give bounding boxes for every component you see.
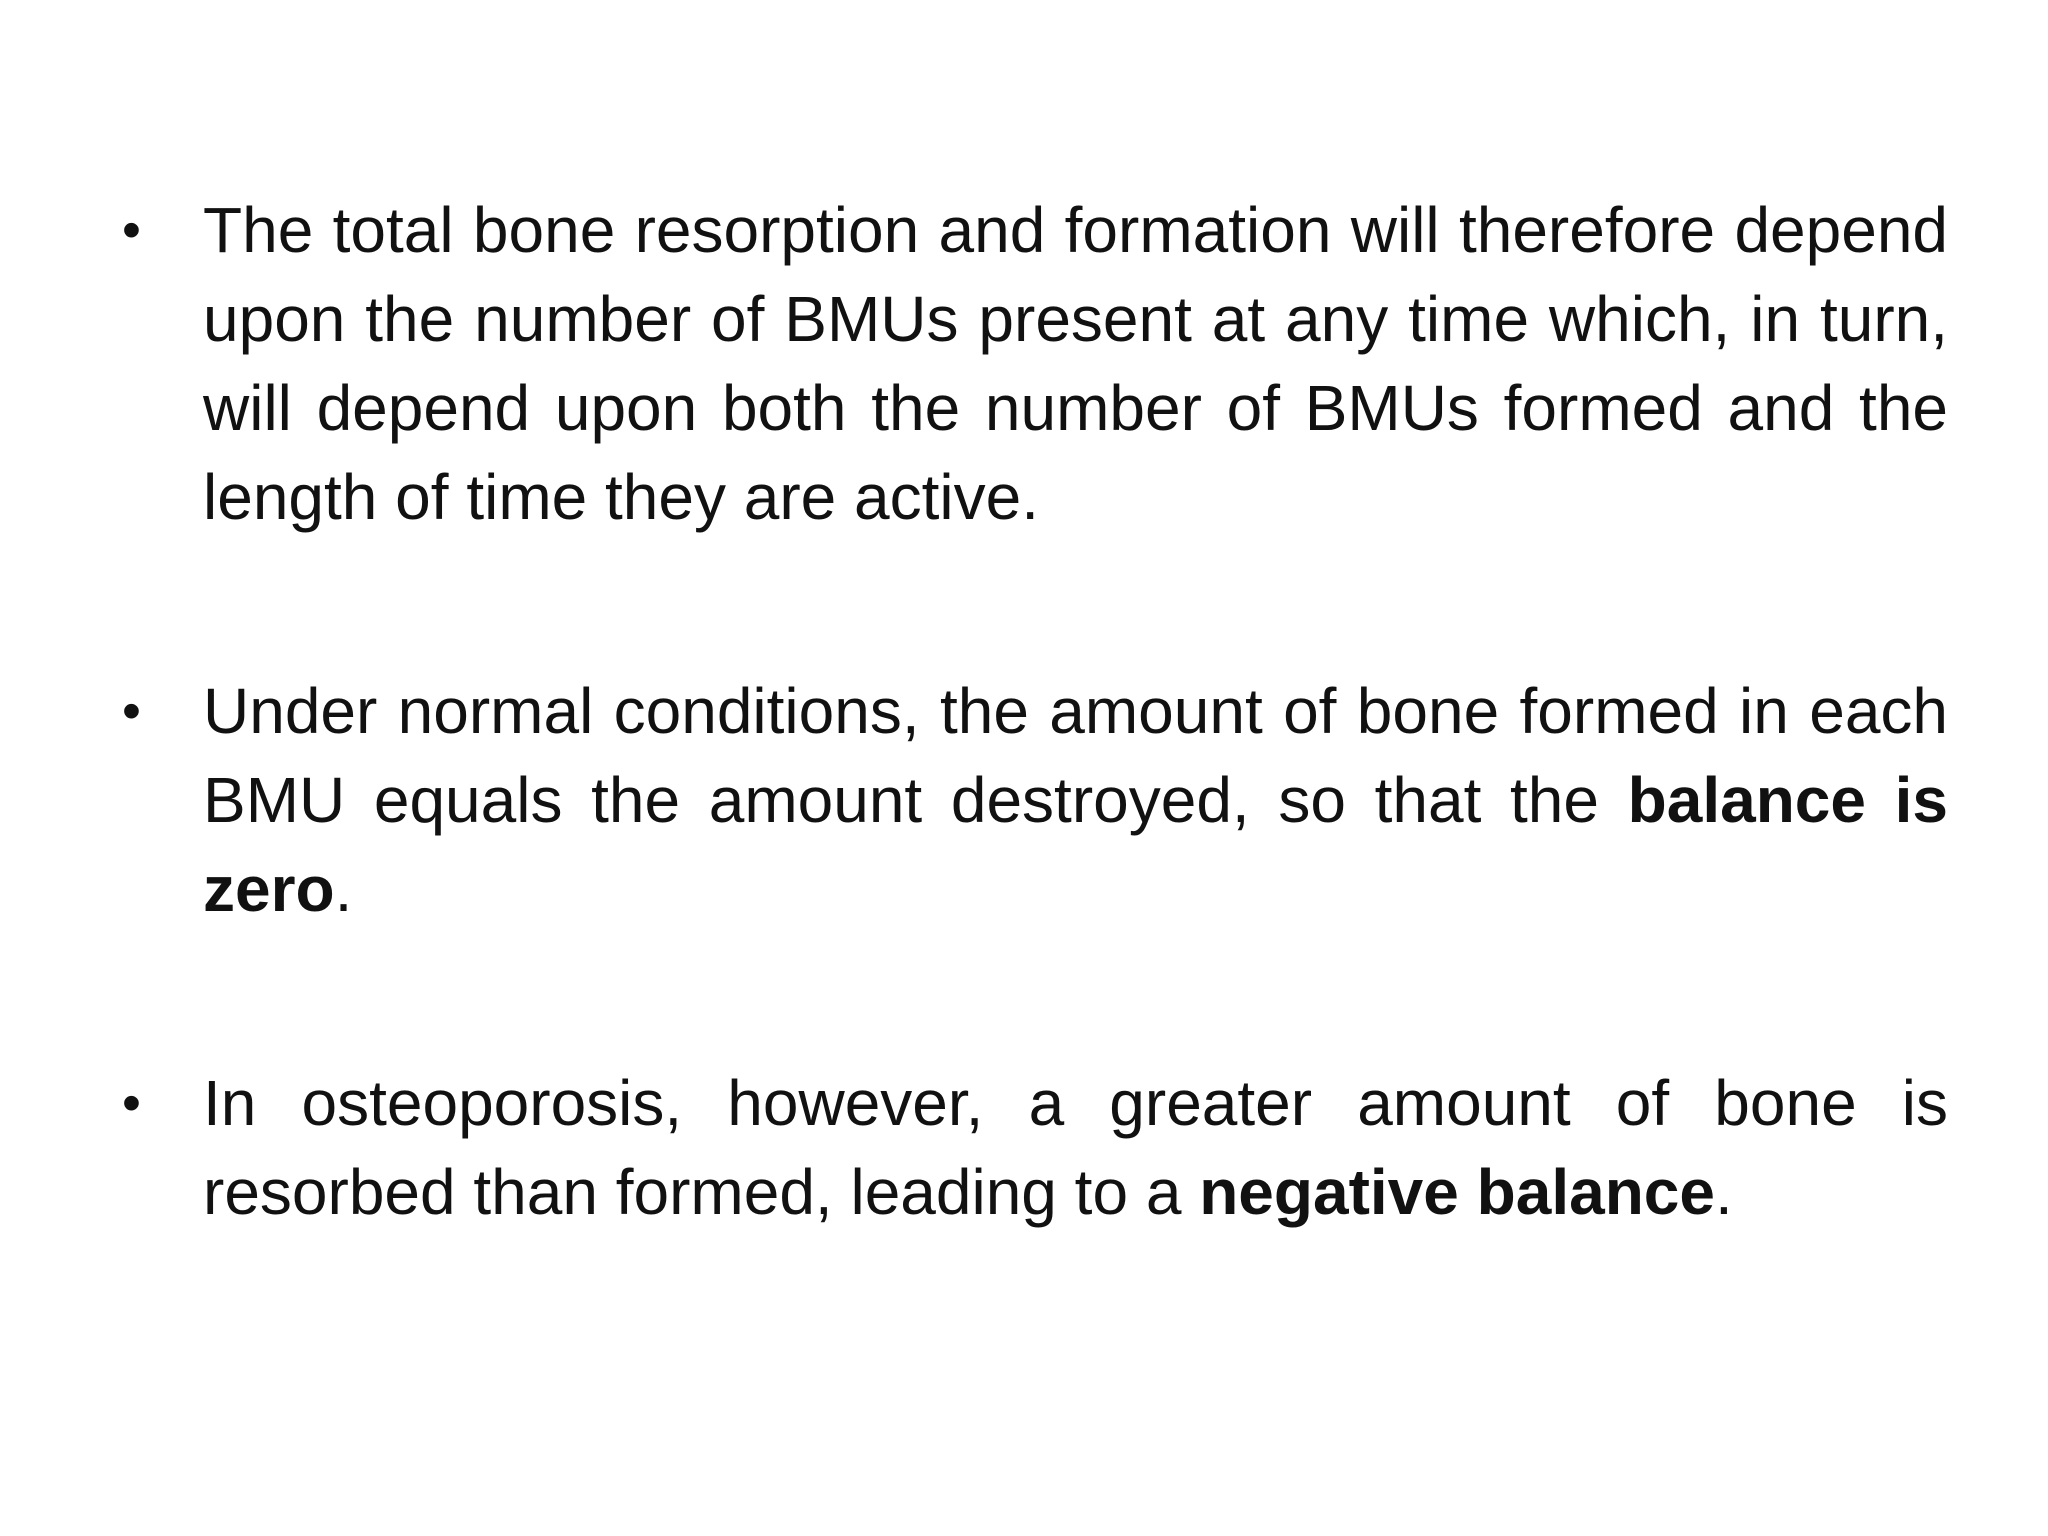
bullet-text: The total bone resorption and formation will therefore depend upon the number of BMUs present at any time which, in turn, will depend upon both the number of BMUs formed and the length of time they are active. <box>203 194 1948 533</box>
bullet-text <box>203 1067 1948 1228</box>
bullet-text-part: Under normal conditions, the amount of bone formed in each BMU equals the amount destroyed, so that the <box>203 675 1948 836</box>
bullet-item-osteoporosis <box>118 1059 1948 1237</box>
bullet-dot-icon: • <box>122 200 141 260</box>
bullet-text-part: In osteoporosis, however, a greater amount of bone is resorbed than formed, leading to a <box>203 1067 1948 1228</box>
bullet-item-bmu-count <box>118 186 1948 542</box>
bullet-item-normal-conditions <box>118 667 1948 934</box>
emphasis-text: balance is zero <box>203 764 1949 925</box>
bullet-dot-icon: • <box>122 1073 141 1133</box>
bullet-text-part: . <box>1714 1156 1733 1228</box>
bullet-text-part: . <box>334 853 353 925</box>
bullet-text <box>203 675 1948 925</box>
bullet-list <box>118 186 1948 1237</box>
emphasis-text: negative balance <box>1199 1156 1715 1228</box>
bullet-dot-icon: • <box>122 681 141 741</box>
